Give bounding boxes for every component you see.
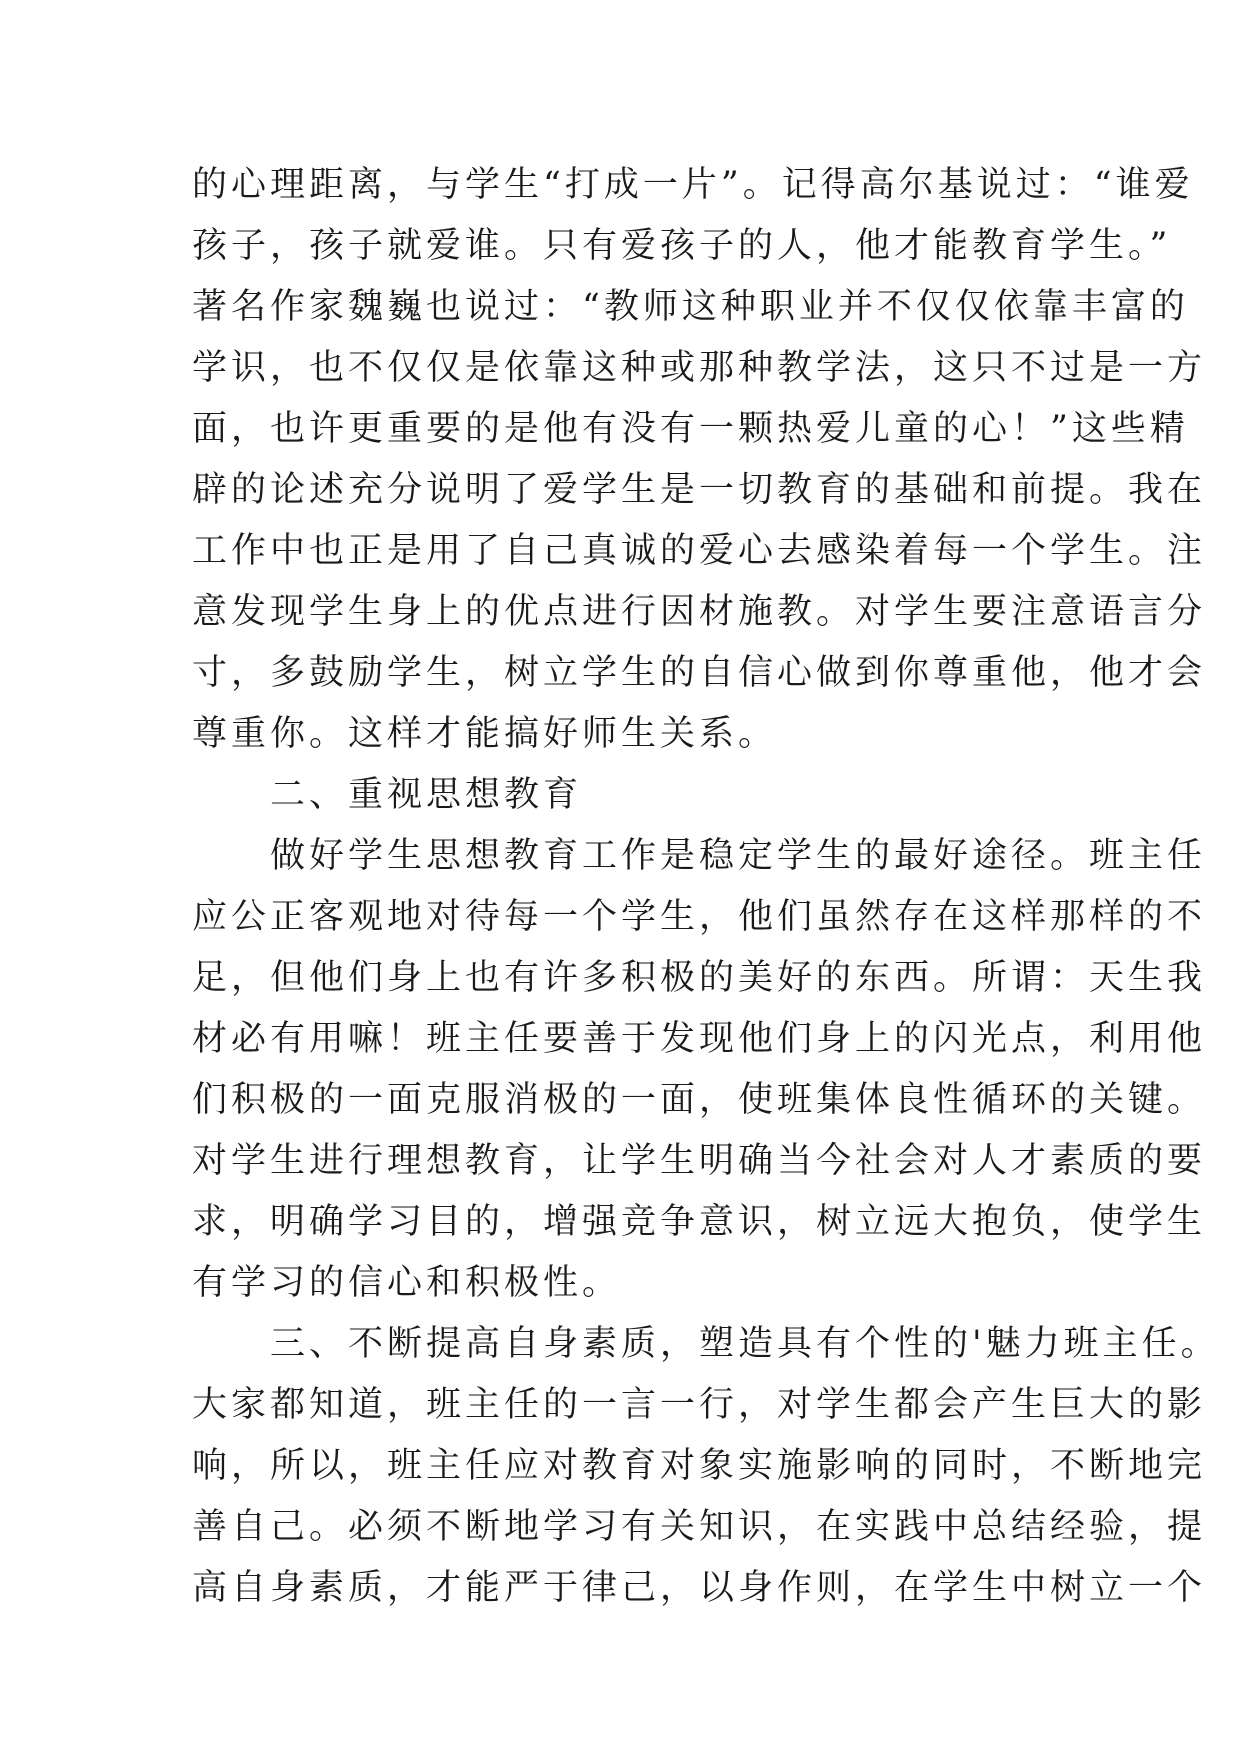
text-line: 辟的论述充分说明了爱学生是一切教育的基础和前提。我在 [192, 470, 1207, 510]
paragraph-first-line: 做好学生思想教育工作是稳定学生的最好途径。班主任 [270, 836, 1207, 876]
text-line: 有学习的信心和积极性。 [192, 1263, 622, 1303]
text-line: 应公正客观地对待每一个学生，他们虽然存在这样那样的不 [192, 897, 1207, 937]
text-line: 工作中也正是用了自己真诚的爱心去感染着每一个学生。注 [192, 531, 1207, 571]
text-line: 意发现学生身上的优点进行因材施教。对学生要注意语言分 [192, 592, 1207, 632]
text-line: 面，也许更重要的是他有没有一颗热爱儿童的心！”这些精 [192, 409, 1189, 449]
text-line: 们积极的一面克服消极的一面，使班集体良性循环的关键。 [192, 1080, 1207, 1120]
text-line: 孩子，孩子就爱谁。只有爱孩子的人，他才能教育学生。” [192, 226, 1172, 266]
text-line: 著名作家魏巍也说过：“教师这种职业并不仅仅依靠丰富的 [192, 287, 1189, 327]
text-line: 的心理距离，与学生“打成一片”。记得高尔基说过：“谁爱 [192, 165, 1194, 205]
section-heading: 二、重视思想教育 [270, 775, 583, 815]
text-line: 对学生进行理想教育，让学生明确当今社会对人才素质的要 [192, 1141, 1207, 1181]
text-line: 高自身素质，才能严于律己，以身作则，在学生中树立一个 [192, 1568, 1207, 1608]
text-line: 大家都知道，班主任的一言一行，对学生都会产生巨大的影 [192, 1385, 1207, 1425]
text-line: 学识，也不仅仅是依靠这种或那种教学法，这只不过是一方 [192, 348, 1207, 388]
text-line: 响，所以，班主任应对教育对象实施影响的同时，不断地完 [192, 1446, 1207, 1486]
text-line: 尊重你。这样才能搞好师生关系。 [192, 714, 778, 754]
body-text [192, 155, 1220, 1619]
text-line: 材必有用嘛！班主任要善于发现他们身上的闪光点，利用他 [192, 1019, 1207, 1059]
section-heading: 三、不断提高自身素质，塑造具有个性的'魅力班主任。 [270, 1324, 1220, 1364]
text-line: 求，明确学习目的，增强竞争意识，树立远大抱负，使学生 [192, 1202, 1207, 1242]
text-line: 寸，多鼓励学生，树立学生的自信心做到你尊重他，他才会 [192, 653, 1207, 693]
text-line: 足，但他们身上也有许多积极的美好的东西。所谓：天生我 [192, 958, 1207, 998]
text-line: 善自己。必须不断地学习有关知识，在实践中总结经验，提 [192, 1507, 1207, 1547]
